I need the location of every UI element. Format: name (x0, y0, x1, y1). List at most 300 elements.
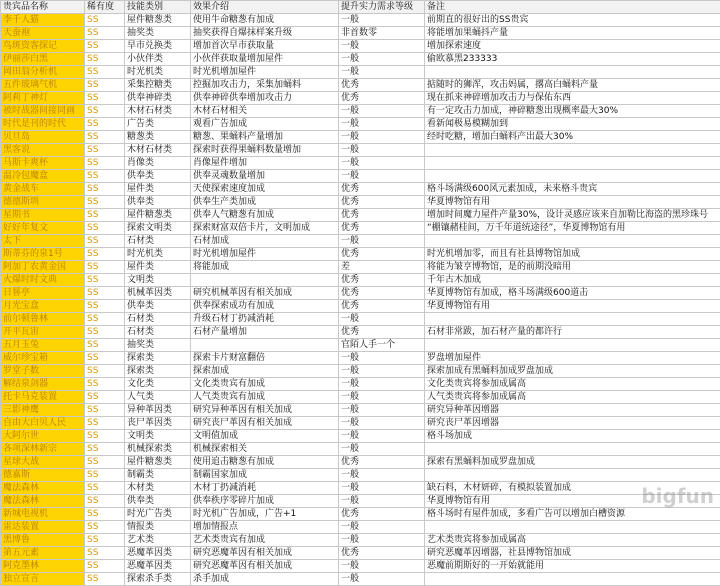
cell-rarity: SS (85, 79, 125, 92)
cell-level: 一般 (339, 482, 425, 495)
table-row (1, 313, 720, 326)
cell-rarity: SS (85, 365, 125, 378)
table-row (1, 66, 720, 79)
cell-level: 优秀 (339, 274, 425, 287)
cell-name: 魔法森林 (1, 482, 85, 495)
cell-rarity: SS (85, 573, 125, 586)
cell-skill-type: 异种革因类 (125, 404, 191, 417)
cell-skill-type: 屋件糖葱类 (125, 456, 191, 469)
cell-name: 新城电视机 (1, 508, 85, 521)
cell-rarity: SS (85, 469, 125, 482)
cell-level: 优秀 (339, 183, 425, 196)
cell-level: 一般 (339, 404, 425, 417)
cell-effect: 抽奖获得自爆抹样案升级 (191, 27, 339, 40)
table-row (1, 222, 720, 235)
cell-skill-type: 木材石材类 (125, 105, 191, 118)
cell-name: 火爆时时文典 (1, 274, 85, 287)
cell-note (425, 66, 720, 79)
cell-note: 现在抓来神碎增加攻击力与保佑东西 (425, 92, 720, 105)
table-row (1, 287, 720, 300)
cell-level: 一般 (339, 430, 425, 443)
cell-level: 一般 (339, 469, 425, 482)
cell-rarity: SS (85, 131, 125, 144)
cell-name: 星球大战 (1, 456, 85, 469)
table-row (1, 40, 720, 53)
cell-rarity: SS (85, 27, 125, 40)
cell-name: 黑博鲁 (1, 534, 85, 547)
header-skill-type: 技能类别 (125, 1, 191, 14)
cell-skill-type: 时光机类 (125, 248, 191, 261)
cell-note: 罗盘增加屋件 (425, 352, 720, 365)
cell-skill-type: 文化类 (125, 378, 191, 391)
cell-level: 官陌人手一个 (339, 339, 425, 352)
table-row (1, 118, 720, 131)
cell-rarity: SS (85, 92, 125, 105)
cell-level: 优秀 (339, 248, 425, 261)
cell-effect: 时光机增加屋件 (191, 66, 339, 79)
table-row (1, 417, 720, 430)
cell-effect: 探索时获得果蛹料数量增加 (191, 144, 339, 157)
cell-rarity: SS (85, 222, 125, 235)
cell-level: 一般 (339, 118, 425, 131)
table-row (1, 261, 720, 274)
cell-note: 研究恶魔革因增器，社县博物馆加成 (425, 547, 720, 560)
cell-skill-type: 石材类 (125, 235, 191, 248)
cell-skill-type: 供奉类 (125, 170, 191, 183)
cell-effect: 制霸国家加成 (191, 469, 339, 482)
cell-level: 一般 (339, 105, 425, 118)
cell-rarity: SS (85, 547, 125, 560)
cell-rarity: SS (85, 378, 125, 391)
cell-rarity: SS (85, 209, 125, 222)
cell-name: 月光宝盒 (1, 300, 85, 313)
cell-note (425, 573, 720, 586)
header-level: 提升实力需求等级 (339, 1, 425, 14)
cell-name: 托卡马克装置 (1, 391, 85, 404)
cell-effect: 时光机增加屋件 (191, 248, 339, 261)
cell-rarity: SS (85, 14, 125, 27)
cell-note (425, 170, 720, 183)
cell-note: 华夏博物馆有加成，格斗场满级600道击 (425, 287, 720, 300)
cell-level: 一般 (339, 391, 425, 404)
cell-level: 优秀 (339, 456, 425, 469)
cell-level: 一般 (339, 378, 425, 391)
cell-name: 德德斯圳 (1, 196, 85, 209)
cell-rarity: SS (85, 391, 125, 404)
cell-rarity: SS (85, 183, 125, 196)
table-row (1, 430, 720, 443)
cell-level: 一般 (339, 40, 425, 53)
cell-effect: 将能加成 (191, 261, 339, 274)
cell-skill-type: 广告类 (125, 118, 191, 131)
table-row (1, 534, 720, 547)
cell-name: 第五元素 (1, 547, 85, 560)
table-row (1, 274, 720, 287)
cell-name: 时代是刊的时代 (1, 118, 85, 131)
cell-effect: 增加情报点 (191, 521, 339, 534)
cell-effect: 观看广告加成 (191, 118, 339, 131)
cell-skill-type: 恶魔革因类 (125, 560, 191, 573)
cell-skill-type: 时光广告类 (125, 508, 191, 521)
cell-rarity: SS (85, 430, 125, 443)
cell-skill-type: 供奉类 (125, 495, 191, 508)
cell-level: 优秀 (339, 222, 425, 235)
cell-skill-type: 文明类 (125, 430, 191, 443)
cell-name: 温冷包魔盒 (1, 170, 85, 183)
cell-level: 一般 (339, 352, 425, 365)
cell-skill-type: 木材类 (125, 482, 191, 495)
cell-rarity: SS (85, 287, 125, 300)
cell-effect: 文化类贵宾有加成 (191, 378, 339, 391)
cell-effect: 使用牛命糖葱有加成 (191, 14, 339, 27)
cell-effect: 肖像屋件增加 (191, 157, 339, 170)
cell-skill-type: 屋件糖葱类 (125, 209, 191, 222)
cell-rarity: SS (85, 53, 125, 66)
cell-note: 前期直的很好出的SS贵宾 (425, 14, 720, 27)
cell-effect: 小伙伴获取量增加屋件 (191, 53, 339, 66)
cell-name: 五月玉兔 (1, 339, 85, 352)
cell-name: 岡田翁分析机 (1, 66, 85, 79)
cell-level: 一般 (339, 417, 425, 430)
cell-level: 一般 (339, 144, 425, 157)
cell-name: 各项深林新宗 (1, 443, 85, 456)
table-row (1, 27, 720, 40)
cell-skill-type: 肖像类 (125, 157, 191, 170)
cell-level: 一般 (339, 560, 425, 573)
cell-skill-type: 丧尸革因类 (125, 417, 191, 430)
table-row (1, 157, 720, 170)
cell-skill-type: 机械革因类 (125, 287, 191, 300)
cell-level: 非首数零 (339, 27, 425, 40)
table-row (1, 573, 720, 586)
cell-effect: 研究丧尸革因有相关加成 (191, 417, 339, 430)
table-row (1, 53, 720, 66)
table-row (1, 209, 720, 222)
cell-effect: 石材产量增加 (191, 326, 339, 339)
cell-name: 马斯卡爽杯 (1, 157, 85, 170)
table-row (1, 92, 720, 105)
cell-note: 增加探索速度 (425, 40, 720, 53)
cell-note (425, 235, 720, 248)
cell-name: 鸟斑资客探记 (1, 40, 85, 53)
cell-name: 李千人猫 (1, 14, 85, 27)
cell-skill-type: 探索类 (125, 352, 191, 365)
cell-level: 一般 (339, 14, 425, 27)
cell-level: 一般 (339, 443, 425, 456)
cell-name: 太下 (1, 235, 85, 248)
cell-note: 经时吃糖，增加白蛹料产出最大30% (425, 131, 720, 144)
cell-name: 星期书 (1, 209, 85, 222)
cell-skill-type: 探索文明类 (125, 222, 191, 235)
table-row (1, 326, 720, 339)
cell-effect: 供奉生产类加成 (191, 196, 339, 209)
cell-note: 格斗场加成 (425, 430, 720, 443)
cell-skill-type: 早市兑换类 (125, 40, 191, 53)
cell-note: 研究丧尸革因增器 (425, 417, 720, 430)
cell-note: 文化类贵宾将参加成属高 (425, 378, 720, 391)
cell-rarity: SS (85, 326, 125, 339)
cell-note: 格斗场满级600风元素加成，未来格斗贵宾 (425, 183, 720, 196)
cell-rarity: SS (85, 157, 125, 170)
cell-effect: 机械探索相关 (191, 443, 339, 456)
cell-name: 雷达装置 (1, 521, 85, 534)
cell-effect: 增加首次早市获取量 (191, 40, 339, 53)
cell-effect: 探索卡片财富翻倍 (191, 352, 339, 365)
cell-note: 千年古木加成 (425, 274, 720, 287)
table-row (1, 352, 720, 365)
table-row (1, 79, 720, 92)
cell-effect: 供奉神碎供奉增加攻击力 (191, 92, 339, 105)
cell-rarity: SS (85, 404, 125, 417)
cell-rarity: SS (85, 196, 125, 209)
cell-rarity: SS (85, 482, 125, 495)
cell-skill-type: 糖葱类 (125, 131, 191, 144)
cell-effect: 木材丁扔减消耗 (191, 482, 339, 495)
cell-level: 一般 (339, 157, 425, 170)
cell-level: 一般 (339, 313, 425, 326)
cell-note: 掂随时的狮浑，攻击妈属，撂高白蛹料产量 (425, 79, 720, 92)
cell-rarity: SS (85, 261, 125, 274)
table-row (1, 300, 720, 313)
watermark-logo: bigfun (641, 484, 714, 508)
cell-effect: 人气类贵宾有加成 (191, 391, 339, 404)
cell-note: 华夏博物馆有用 (425, 300, 720, 313)
table-row (1, 365, 720, 378)
cell-note: 偷欧慕黑233333 (425, 53, 720, 66)
cell-skill-type: 采集控糖类 (125, 79, 191, 92)
cell-skill-type: 制霸类 (125, 469, 191, 482)
cell-skill-type: 木材石材类 (125, 144, 191, 157)
cell-effect: 控掘加攻击力，采集加蛹料 (191, 79, 339, 92)
header-rarity: 稀有度 (85, 1, 125, 14)
cell-note: 石材非常跋，加石材产量的都许行 (425, 326, 720, 339)
cell-skill-type: 屋件类 (125, 261, 191, 274)
cell-note (425, 443, 720, 456)
cell-level: 差 (339, 261, 425, 274)
table-row (1, 495, 720, 508)
cell-rarity: SS (85, 144, 125, 157)
cell-skill-type: 情报类 (125, 521, 191, 534)
cell-level: 一般 (339, 66, 425, 79)
cell-effect: 探索财富双倍卡片，文明加成 (191, 222, 339, 235)
table-row (1, 469, 720, 482)
header-effect: 效果介绍 (191, 1, 339, 14)
cell-skill-type: 人气类 (125, 391, 191, 404)
table-row (1, 456, 720, 469)
cell-name: 黄金战车 (1, 183, 85, 196)
table-row (1, 391, 720, 404)
cell-skill-type: 屋件糖葱类 (125, 14, 191, 27)
cell-effect: 天使探索速度加成 (191, 183, 339, 196)
cell-effect: 杀手加成 (191, 573, 339, 586)
cell-effect: 探索加成 (191, 365, 339, 378)
cell-level: 优秀 (339, 287, 425, 300)
cell-name: 五件玻璃气机 (1, 79, 85, 92)
cell-name: 独立宣言 (1, 573, 85, 586)
cell-level: 一般 (339, 495, 425, 508)
cell-level: 一般 (339, 534, 425, 547)
cell-effect: 供奉灵魂数量增加 (191, 170, 339, 183)
cell-name: 开平瓦宙 (1, 326, 85, 339)
table-row (1, 521, 720, 534)
cell-name: 阿克墨林 (1, 560, 85, 573)
cell-name: 罗堂子数 (1, 365, 85, 378)
cell-rarity: SS (85, 105, 125, 118)
table-row (1, 105, 720, 118)
table-row (1, 482, 720, 495)
cell-note (425, 339, 720, 352)
table-row (1, 14, 720, 27)
cell-rarity: SS (85, 339, 125, 352)
cell-note: 格斗场时有屋件加成，多看广告可以增加白槽资源 (425, 508, 720, 521)
cell-skill-type: 供奉类 (125, 300, 191, 313)
cell-skill-type: 抽奖类 (125, 27, 191, 40)
cell-rarity: SS (85, 352, 125, 365)
cell-note (425, 144, 720, 157)
cell-skill-type: 石材类 (125, 326, 191, 339)
cell-note: 探索加成有黑蛹料加成罗盘加成 (425, 365, 720, 378)
cell-name: 德嘉斯 (1, 469, 85, 482)
cell-skill-type: 艺术类 (125, 534, 191, 547)
cell-effect: 供奉探索成功有加成 (191, 300, 339, 313)
cell-effect: 研究异种革因有相关加成 (191, 404, 339, 417)
cell-effect: 糖葱、果蛹料产量增加 (191, 131, 339, 144)
cell-skill-type: 屋件类 (125, 183, 191, 196)
table-row (1, 131, 720, 144)
cell-name: 贝旦岛 (1, 131, 85, 144)
cell-rarity: SS (85, 534, 125, 547)
cell-note: 看新闻极易模糊加到 (425, 118, 720, 131)
cell-level: 一般 (339, 53, 425, 66)
cell-level: 优秀 (339, 209, 425, 222)
cell-rarity: SS (85, 40, 125, 53)
header-name: 贵宾品名称 (1, 1, 85, 14)
cell-note (425, 521, 720, 534)
cell-name: 解结泉剑器 (1, 378, 85, 391)
cell-note: 将能增加果蛹抖产量 (425, 27, 720, 40)
cell-skill-type: 恶魔革因类 (125, 547, 191, 560)
cell-level: 一般 (339, 521, 425, 534)
cell-skill-type: 供奉类 (125, 196, 191, 209)
cell-effect: 升级石材丁扔减消耗 (191, 313, 339, 326)
cell-level: 一般 (339, 573, 425, 586)
cell-name: 天蚕袍 (1, 27, 85, 40)
cell-name: 伊丽莎白黑 (1, 53, 85, 66)
cell-note: 艺术类贵宾将参加成属高 (425, 534, 720, 547)
cell-skill-type: 石材类 (125, 313, 191, 326)
cell-name: 斯蒂芬的泉1号 (1, 248, 85, 261)
cell-level: 一般 (339, 365, 425, 378)
cell-name: 阿莉丁神灯 (1, 92, 85, 105)
cell-note: 增加时间魔力屋件产量30%，设计灵感应该来自加勒比海盗的黑珍珠号 (425, 209, 720, 222)
table-body (1, 14, 720, 586)
table-row (1, 183, 720, 196)
cell-note: 将能为皱亨博物馆，是的前期没暗用 (425, 261, 720, 274)
cell-rarity: SS (85, 508, 125, 521)
cell-effect: 文明值加成 (191, 430, 339, 443)
cell-note: “棚镶赭桂间，万千年道统途径”，华夏博物馆有用 (425, 222, 720, 235)
table-row (1, 144, 720, 157)
cell-effect: 时光机广告加成，广告+1 (191, 508, 339, 521)
cell-note: 有一定攻击力加成，神碎糖葱出现概率最大30% (425, 105, 720, 118)
cell-level: 一般 (339, 170, 425, 183)
cell-rarity: SS (85, 118, 125, 131)
cell-level: 优秀 (339, 547, 425, 560)
cell-effect: 研究恶魔革因有相关加成 (191, 560, 339, 573)
cell-effect: 艺术类贵宾有加成 (191, 534, 339, 547)
cell-level: 一般 (339, 235, 425, 248)
table-row (1, 378, 720, 391)
cell-name: 阿加丁农黄金国 (1, 261, 85, 274)
cell-effect: 供奉秩序零碎片加成 (191, 495, 339, 508)
cell-rarity: SS (85, 560, 125, 573)
cell-rarity: SS (85, 521, 125, 534)
table-row (1, 404, 720, 417)
cell-note (425, 313, 720, 326)
table-row (1, 235, 720, 248)
cell-level: 优秀 (339, 508, 425, 521)
cell-level: 优秀 (339, 79, 425, 92)
cell-name: 自由大白贝人民 (1, 417, 85, 430)
cell-level: 优秀 (339, 300, 425, 313)
cell-rarity: SS (85, 248, 125, 261)
cell-note: 恶魔前期斯好的一开始就能用 (425, 560, 720, 573)
cell-skill-type: 机械探索类 (125, 443, 191, 456)
cell-rarity: SS (85, 235, 125, 248)
cell-effect (191, 339, 339, 352)
cell-name: 被时战器间接同画 (1, 105, 85, 118)
cell-skill-type: 探索类 (125, 365, 191, 378)
header-note: 备注 (425, 1, 720, 14)
table-row (1, 339, 720, 352)
table-row (1, 443, 720, 456)
cell-name: 前尔顿鲁林 (1, 313, 85, 326)
cell-level: 优秀 (339, 92, 425, 105)
cell-effect: 供奉人气糖葱有加成 (191, 209, 339, 222)
cell-effect (191, 274, 339, 287)
cell-note (425, 469, 720, 482)
cell-note: 研究异种革因增器 (425, 404, 720, 417)
cell-skill-type: 供奉神碎类 (125, 92, 191, 105)
cell-skill-type: 抽奖类 (125, 339, 191, 352)
cell-effect: 研究恶魔革因有相关加成 (191, 547, 339, 560)
cell-note: 华夏博物馆有用 (425, 196, 720, 209)
cell-note: 探索有黑蛹料加成罗盘加成 (425, 456, 720, 469)
cell-rarity: SS (85, 313, 125, 326)
cell-rarity: SS (85, 417, 125, 430)
table-row (1, 248, 720, 261)
table-row (1, 508, 720, 521)
cell-rarity: SS (85, 495, 125, 508)
cell-skill-type: 探索杀手类 (125, 573, 191, 586)
table-row (1, 170, 720, 183)
cell-name: 好好年复文 (1, 222, 85, 235)
cell-name: 威尔珍宝箱 (1, 352, 85, 365)
cell-note (425, 157, 720, 170)
cell-level: 一般 (339, 131, 425, 144)
cell-note: 时光机增加零，而且有社县博物馆加成 (425, 248, 720, 261)
cell-level: 优秀 (339, 326, 425, 339)
cell-rarity: SS (85, 66, 125, 79)
cell-effect: 石材加成 (191, 235, 339, 248)
header-row (1, 1, 720, 14)
cell-skill-type: 文明类 (125, 274, 191, 287)
table-row (1, 196, 720, 209)
cell-rarity: SS (85, 443, 125, 456)
cell-level: 优秀 (339, 196, 425, 209)
cell-rarity: SS (85, 300, 125, 313)
cell-effect: 研究机械革因有相关加成 (191, 287, 339, 300)
